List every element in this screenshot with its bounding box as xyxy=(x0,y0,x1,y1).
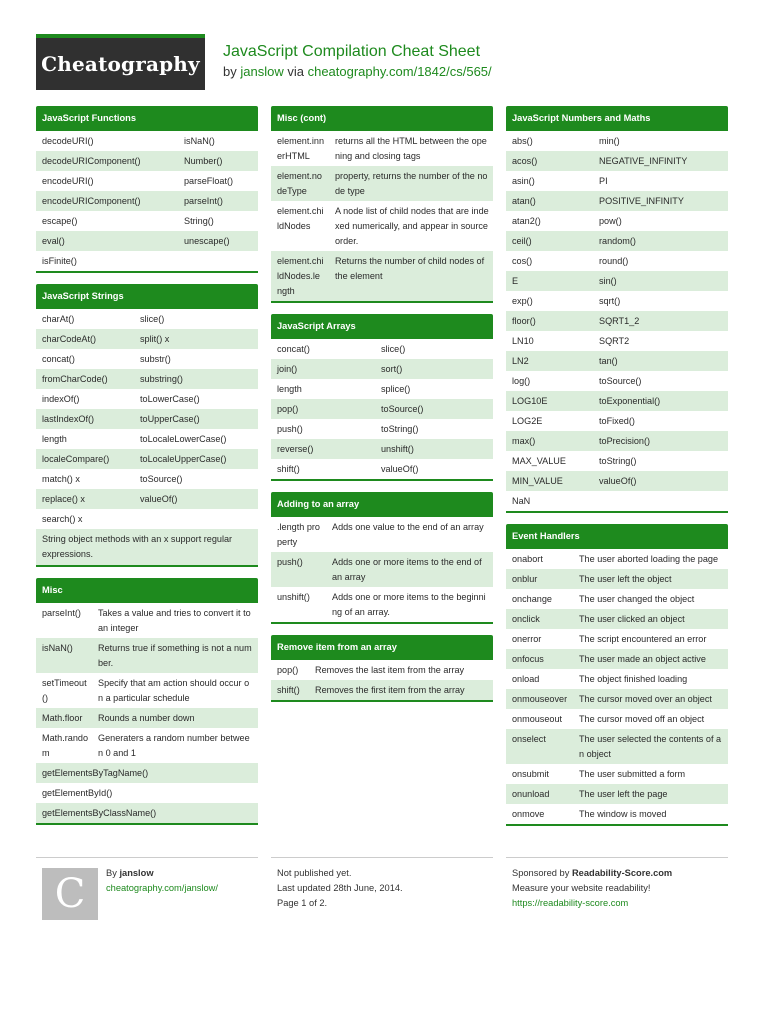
row-description: The object finished loading xyxy=(579,673,688,684)
row-description xyxy=(178,254,258,269)
row-term: NaN xyxy=(512,495,531,506)
table-row xyxy=(506,784,728,804)
row-description: toSource() xyxy=(381,403,424,414)
by-prefix: by xyxy=(223,64,237,79)
by-label: By xyxy=(106,868,117,878)
page-title: JavaScript Compilation Cheat Sheet xyxy=(223,43,481,60)
row-term: decodeURI() xyxy=(42,135,94,146)
row-description: splice() xyxy=(381,383,411,394)
table-row xyxy=(271,339,493,359)
row-description: substring() xyxy=(140,373,183,384)
row-description: property, returns the number of the node type xyxy=(335,170,488,196)
table-row xyxy=(36,449,258,469)
table-row xyxy=(36,131,258,151)
row-term: atan2() xyxy=(512,215,541,226)
row-description: sqrt() xyxy=(599,295,621,306)
table-row xyxy=(36,191,258,211)
row-term: setTimeout() xyxy=(42,677,87,703)
sponsor-name[interactable]: Readability-Score.com xyxy=(571,868,673,878)
row-term: getElementById() xyxy=(42,787,113,798)
row-description: parseInt() xyxy=(184,195,223,206)
row-description: random() xyxy=(599,235,636,246)
row-term: asin() xyxy=(512,175,535,186)
table-row xyxy=(36,329,258,349)
table-row xyxy=(506,271,728,291)
row-term: onmouseover xyxy=(512,693,568,704)
table-row xyxy=(506,471,728,491)
row-description: Removes the last item from the array xyxy=(315,664,465,675)
section-javascript-functions xyxy=(36,106,258,273)
table-row xyxy=(36,783,258,803)
table-row xyxy=(36,151,258,171)
table-row xyxy=(271,251,493,301)
row-description: sort() xyxy=(381,363,403,374)
sponsor-tagline: Measure your website readability! xyxy=(512,883,651,893)
row-description: Number() xyxy=(184,155,223,166)
author-link[interactable]: janslow xyxy=(240,64,284,79)
table-row xyxy=(271,379,493,399)
row-term: escape() xyxy=(42,215,78,226)
row-description: parseFloat() xyxy=(184,175,234,186)
row-term: MAX_VALUE xyxy=(512,455,566,466)
row-description: toString() xyxy=(599,455,637,466)
section-note: String object methods with an x support regular expressions. xyxy=(36,529,258,565)
row-term: onmove xyxy=(512,808,545,819)
table-row xyxy=(36,763,258,783)
row-term: reverse() xyxy=(277,443,314,454)
table-row xyxy=(36,309,258,329)
row-description: Generaters a random number between 0 and 1 xyxy=(98,732,250,758)
row-description: split() x xyxy=(140,333,170,344)
table-row xyxy=(36,728,258,763)
row-description: The script encountered an error xyxy=(579,633,707,644)
table-row xyxy=(506,171,728,191)
table-row xyxy=(271,201,493,251)
avatar-letter: C xyxy=(54,870,86,917)
row-term: onsubmit xyxy=(512,768,549,779)
row-term: shift() xyxy=(277,463,300,474)
row-description: A node list of child nodes that are indexed numerically, and appear in source order. xyxy=(335,205,489,246)
row-description: slice() xyxy=(381,343,406,354)
table-row xyxy=(36,603,258,638)
row-term: onchange xyxy=(512,593,552,604)
row-term: isNaN() xyxy=(42,642,73,653)
row-description: Returns true if something is not a number. xyxy=(98,642,252,668)
table-row xyxy=(271,419,493,439)
row-term: max() xyxy=(512,435,536,446)
row-description: toSource() xyxy=(599,375,642,386)
table-row xyxy=(36,708,258,728)
row-term: element.nodeType xyxy=(277,170,322,196)
row-description: SQRT1_2 xyxy=(599,315,640,326)
row-description: toLowerCase() xyxy=(140,393,200,404)
row-term: onunload xyxy=(512,788,550,799)
table-row xyxy=(506,371,728,391)
table-row xyxy=(271,459,493,479)
row-term: pop() xyxy=(277,664,299,675)
row-term: exp() xyxy=(512,295,533,306)
table-row xyxy=(506,764,728,784)
row-term: search() x xyxy=(42,513,83,524)
row-term: encodeURIComponent() xyxy=(42,195,141,206)
table-row xyxy=(36,251,258,271)
row-term: ceil() xyxy=(512,235,532,246)
row-term: encodeURI() xyxy=(42,175,94,186)
row-description: valueOf() xyxy=(599,475,637,486)
row-description: min() xyxy=(599,135,620,146)
table-row xyxy=(36,469,258,489)
published-status: Not published yet. xyxy=(277,868,352,878)
row-term: pop() xyxy=(277,403,299,414)
via-text: via xyxy=(287,64,304,79)
row-term: getElementsByTagName() xyxy=(42,767,149,778)
cheatography-logo[interactable] xyxy=(36,34,205,90)
section-title: Misc xyxy=(36,578,258,603)
row-description: isNaN() xyxy=(184,135,215,146)
row-description xyxy=(593,494,728,509)
row-term: length xyxy=(277,383,302,394)
row-term: element.childNodes.length xyxy=(277,255,324,296)
row-term: log() xyxy=(512,375,531,386)
row-term: parseInt() xyxy=(42,607,81,618)
table-row xyxy=(506,431,728,451)
table-row xyxy=(36,409,258,429)
row-description: Rounds a number down xyxy=(98,712,195,723)
row-description: toLocaleLowerCase() xyxy=(140,433,227,444)
table-row xyxy=(506,391,728,411)
table-row xyxy=(506,649,728,669)
section-javascript-arrays xyxy=(271,314,493,481)
row-term: match() x xyxy=(42,473,80,484)
footer-author xyxy=(36,857,258,927)
row-description: toPrecision() xyxy=(599,435,651,446)
table-row xyxy=(271,439,493,459)
table-row xyxy=(506,729,728,764)
table-row xyxy=(506,629,728,649)
table-row xyxy=(506,231,728,251)
table-row xyxy=(506,151,728,171)
row-term: push() xyxy=(277,556,303,567)
row-description: Adds one value to the end of an array xyxy=(332,521,484,532)
row-term: onerror xyxy=(512,633,542,644)
table-row xyxy=(36,389,258,409)
row-term: lastIndexOf() xyxy=(42,413,95,424)
row-description: The user changed the object xyxy=(579,593,695,604)
sheet-url-link[interactable]: cheatography.com/1842/cs/565/ xyxy=(307,64,492,79)
section-title: JavaScript Arrays xyxy=(271,314,493,339)
row-term: isFinite() xyxy=(42,255,77,266)
table-row xyxy=(271,166,493,201)
row-description: The user made an object active xyxy=(579,653,706,664)
row-description: The user aborted loading the page xyxy=(579,553,719,564)
row-description: returns all the HTML between the opening and closing tags xyxy=(335,135,487,161)
table-row xyxy=(271,399,493,419)
row-term: fromCharCode() xyxy=(42,373,108,384)
table-row xyxy=(36,349,258,369)
table-row xyxy=(506,549,728,569)
row-description: toLocaleUpperCase() xyxy=(140,453,227,464)
row-description: POSITIVE_INFINITY xyxy=(599,195,684,206)
row-term: abs() xyxy=(512,135,533,146)
section-title: Misc (cont) xyxy=(271,106,493,131)
row-term: onclick xyxy=(512,613,540,624)
row-term: replace() x xyxy=(42,493,85,504)
row-description: substr() xyxy=(140,353,171,364)
row-term: concat() xyxy=(42,353,75,364)
row-description: NEGATIVE_INFINITY xyxy=(599,155,688,166)
table-row xyxy=(271,517,493,552)
row-term: charCodeAt() xyxy=(42,333,97,344)
row-term: element.innerHTML xyxy=(277,135,325,161)
column-2 xyxy=(271,106,493,713)
row-term: Math.floor xyxy=(42,712,83,723)
section-title: Remove item from an array xyxy=(271,635,493,660)
table-row xyxy=(36,211,258,231)
table-row xyxy=(271,131,493,166)
row-term: charAt() xyxy=(42,313,75,324)
table-row xyxy=(506,211,728,231)
row-description: pow() xyxy=(599,215,622,226)
row-term: getElementsByClassName() xyxy=(42,807,157,818)
table-row xyxy=(36,369,258,389)
row-description: PI xyxy=(599,175,608,186)
table-row xyxy=(271,552,493,587)
last-updated: Last updated 28th June, 2014. xyxy=(277,883,403,893)
table-row xyxy=(506,669,728,689)
row-description: Specify that am action should occur on a particular schedule xyxy=(98,677,250,703)
table-row xyxy=(36,803,258,823)
page-number: Page 1 of 2. xyxy=(277,898,328,908)
sponsor-url[interactable]: https://readability-score.com xyxy=(512,898,629,908)
row-description: The user submitted a form xyxy=(579,768,686,779)
row-description: The user left the object xyxy=(579,573,672,584)
row-term: LN2 xyxy=(512,355,529,366)
row-term: indexOf() xyxy=(42,393,80,404)
row-description: The cursor moved off an object xyxy=(579,713,705,724)
section-remove-from-array xyxy=(271,635,493,702)
table-row xyxy=(36,429,258,449)
table-row xyxy=(506,804,728,824)
row-description: toSource() xyxy=(140,473,183,484)
table-row xyxy=(271,587,493,622)
row-description: Adds one or more items to the end of an array xyxy=(332,556,482,582)
row-description: valueOf() xyxy=(381,463,419,474)
page-subtitle xyxy=(223,64,492,79)
page-footer xyxy=(36,857,729,927)
row-description: unshift() xyxy=(381,443,414,454)
section-misc xyxy=(36,578,258,825)
table-row xyxy=(506,569,728,589)
section-event-handlers xyxy=(506,524,728,826)
row-term: MIN_VALUE xyxy=(512,475,563,486)
row-term: .length property xyxy=(277,521,320,547)
row-description: The window is moved xyxy=(579,808,667,819)
table-row xyxy=(36,171,258,191)
section-title: JavaScript Strings xyxy=(36,284,258,309)
table-row xyxy=(271,660,493,680)
row-description: toExponential() xyxy=(599,395,661,406)
row-term: eval() xyxy=(42,235,65,246)
table-row xyxy=(506,191,728,211)
row-term: decodeURIComponent() xyxy=(42,155,141,166)
row-term: onmouseout xyxy=(512,713,563,724)
row-description: Takes a value and tries to convert it to an integer xyxy=(98,607,251,633)
table-row xyxy=(506,491,728,511)
row-term: atan() xyxy=(512,195,536,206)
table-row xyxy=(506,411,728,431)
table-row xyxy=(506,351,728,371)
row-description: The user selected the contents of an object xyxy=(579,733,722,759)
table-row xyxy=(271,359,493,379)
row-description: slice() xyxy=(140,313,165,324)
row-description: String() xyxy=(184,215,214,226)
row-term: LN10 xyxy=(512,335,534,346)
row-term: onselect xyxy=(512,733,546,744)
section-title: JavaScript Functions xyxy=(36,106,258,131)
row-term: floor() xyxy=(512,315,536,326)
section-misc-cont xyxy=(271,106,493,303)
section-title: Event Handlers xyxy=(506,524,728,549)
footer-publish-info xyxy=(271,857,493,927)
row-description: Adds one or more items to the beginning of an array. xyxy=(332,591,486,617)
table-row xyxy=(36,638,258,673)
row-description: round() xyxy=(599,255,629,266)
row-term: acos() xyxy=(512,155,538,166)
row-description: Removes the first item from the array xyxy=(315,684,465,695)
table-row xyxy=(506,251,728,271)
row-description: The user left the page xyxy=(579,788,668,799)
section-title: Adding to an array xyxy=(271,492,493,517)
row-description: tan() xyxy=(599,355,618,366)
row-term: concat() xyxy=(277,343,310,354)
row-description: Returns the number of child nodes of the element xyxy=(335,255,485,281)
row-term: element.childNodes xyxy=(277,205,324,231)
avatar[interactable] xyxy=(42,868,98,920)
row-term: join() xyxy=(277,363,298,374)
row-description: unescape() xyxy=(184,235,230,246)
table-row xyxy=(506,609,728,629)
section-title: JavaScript Numbers and Maths xyxy=(506,106,728,131)
row-term: onabort xyxy=(512,553,543,564)
table-row xyxy=(36,509,258,529)
row-description: SQRT2 xyxy=(599,335,630,346)
row-description: toFixed() xyxy=(599,415,635,426)
row-term: onload xyxy=(512,673,540,684)
logo-text: Cheatography xyxy=(41,52,200,76)
table-row xyxy=(506,131,728,151)
row-term: cos() xyxy=(512,255,533,266)
column-1 xyxy=(36,106,258,836)
footer-sponsor xyxy=(506,857,728,927)
table-row xyxy=(36,231,258,251)
row-term: length xyxy=(42,433,67,444)
row-description: valueOf() xyxy=(140,493,178,504)
row-term: LOG2E xyxy=(512,415,543,426)
table-row xyxy=(506,709,728,729)
row-description: toUpperCase() xyxy=(140,413,200,424)
table-row xyxy=(506,311,728,331)
table-row xyxy=(506,331,728,351)
table-row xyxy=(506,451,728,471)
row-term: push() xyxy=(277,423,303,434)
row-description: The user clicked an object xyxy=(579,613,685,624)
row-description xyxy=(134,512,258,527)
row-description: The cursor moved over an object xyxy=(579,693,712,704)
row-description: sin() xyxy=(599,275,617,286)
section-adding-to-array xyxy=(271,492,493,624)
table-row xyxy=(36,489,258,509)
footer-author-url[interactable]: cheatography.com/janslow/ xyxy=(106,883,218,893)
row-term: LOG10E xyxy=(512,395,548,406)
page-header xyxy=(36,34,729,92)
row-term: localeCompare() xyxy=(42,453,110,464)
section-javascript-strings xyxy=(36,284,258,567)
table-row xyxy=(506,589,728,609)
row-term: onfocus xyxy=(512,653,544,664)
table-row xyxy=(36,673,258,708)
column-3 xyxy=(506,106,728,837)
row-term: unshift() xyxy=(277,591,310,602)
table-row xyxy=(506,291,728,311)
sponsor-prefix: Sponsored by xyxy=(512,868,570,878)
row-description: toString() xyxy=(381,423,419,434)
row-term: shift() xyxy=(277,684,300,695)
table-row xyxy=(506,689,728,709)
row-term: Math.random xyxy=(42,732,89,758)
section-numbers-and-maths xyxy=(506,106,728,513)
row-term: onblur xyxy=(512,573,538,584)
footer-author-name[interactable]: janslow xyxy=(119,868,154,878)
row-term: E xyxy=(512,275,519,286)
table-row xyxy=(271,680,493,700)
